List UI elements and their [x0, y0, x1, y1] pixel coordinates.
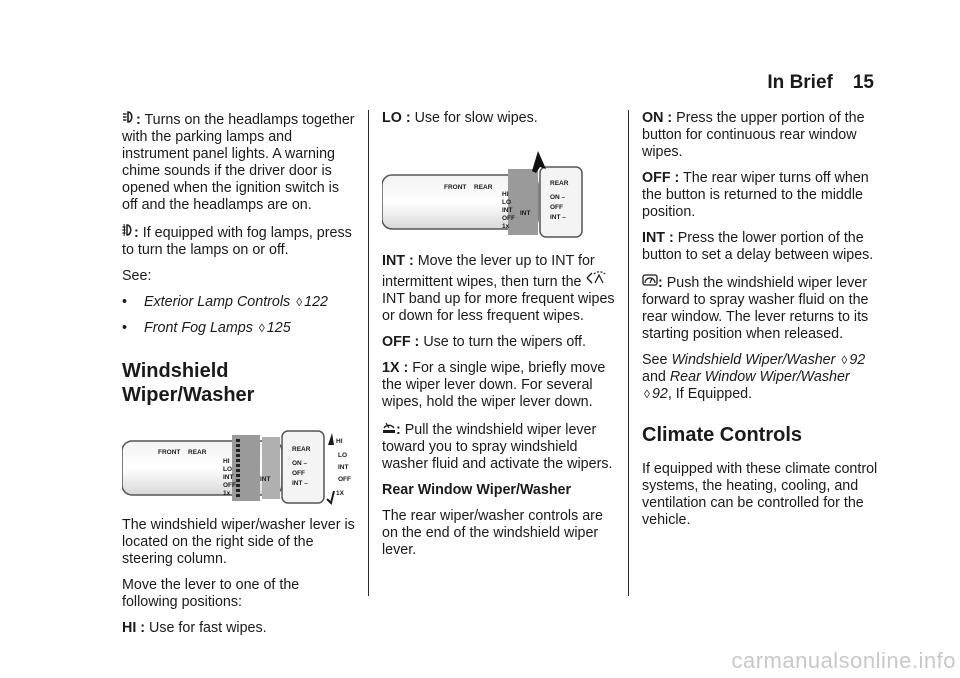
hi-text: Use for fast wipes.: [149, 620, 267, 636]
rear-wiper-heading: Rear Window Wiper/Washer: [382, 482, 572, 498]
push-text: Push the windshield wiper lever forward to spray washer fluid on the rear window. The lever returns to its starting position when released.: [642, 275, 869, 342]
see-prefix: See: [642, 352, 668, 368]
reference-page: 92: [849, 352, 866, 368]
off-text: Use to turn the wipers off.: [423, 334, 586, 350]
fig-label: REAR: [474, 184, 493, 191]
see-label: See:: [122, 268, 152, 284]
fig-label: REAR: [550, 180, 569, 187]
int-text-b: INT band up for more frequent wipes or down for less frequent wipes.: [382, 291, 615, 324]
section-title-wiper: Windshield Wiper/Washer: [122, 360, 255, 406]
headlamp-label: :: [136, 112, 141, 128]
onex-text: For a single wipe, briefly move the wiper lever down. For several wipes, hold the wiper lever down.: [382, 360, 606, 410]
headlamp-text: Turns on the headlamps together with the parking lamps and instrument panel lights. A warning chime sounds if the driver door is opened when the ignition switch is off and the headlamps are on.: [122, 112, 355, 213]
fig-label: ON –: [550, 194, 566, 201]
reference-arrow-icon: ◊: [296, 295, 303, 309]
move-lever-text: Move the lever to one of the following positions:: [122, 577, 300, 610]
rear-washer-icon: [642, 273, 658, 291]
reference-arrow-icon: ◊: [841, 353, 848, 367]
off-label: OFF :: [382, 334, 420, 350]
reference-page-2: 125: [266, 320, 291, 336]
off-text: The rear wiper turns off when the button is returned to the middle position.: [642, 170, 869, 220]
rear-wiper-text: The rear wiper/washer controls are on the end of the windshield wiper lever.: [382, 508, 603, 558]
column-3: [642, 110, 880, 538]
fig-label: INT: [338, 464, 349, 471]
fog-text: If equipped with fog lamps, press to turn the lamps on or off.: [122, 225, 352, 258]
int-paragraph: [642, 230, 880, 264]
wash-label: :: [396, 422, 401, 438]
off-paragraph: [382, 334, 618, 351]
see-and: and: [642, 369, 666, 385]
push-label: :: [658, 275, 663, 291]
front-washer-icon: [382, 420, 396, 438]
onex-label: 1X :: [382, 360, 409, 376]
fig-label: HI: [502, 191, 509, 198]
int-label: INT :: [382, 253, 414, 269]
reference-arrow-icon: ◊: [644, 387, 650, 401]
on-text: Press the upper portion of the button for continuous rear window wipes.: [642, 110, 865, 160]
int-text: Press the lower portion of the button to set a delay between wipes.: [642, 230, 874, 263]
fig-label: INT: [223, 474, 234, 481]
on-label: ON :: [642, 110, 673, 126]
fig-label: INT –: [550, 214, 566, 221]
fig-label: FRONT: [158, 449, 181, 456]
reference-page-1: 122: [304, 294, 328, 310]
fig-label: INT –: [292, 480, 308, 487]
reference-link-1[interactable]: Exterior Lamp Controls: [144, 294, 291, 310]
reference-item-1[interactable]: [122, 294, 358, 311]
int-text-a: Move the lever up to INT for intermittent wipes, then turn the: [382, 253, 595, 290]
fig-label: OFF: [292, 470, 305, 477]
wiper-delay-band-icon: [585, 270, 607, 290]
fig-label: OFF: [338, 476, 351, 483]
page-number: 15: [852, 72, 874, 93]
column-divider-2: [628, 110, 629, 596]
reference-page: 92: [651, 386, 668, 402]
headlamp-paragraph: [122, 110, 358, 214]
int-label: INT :: [642, 230, 674, 246]
fig-label: OFF: [502, 215, 515, 222]
fig-label: INT: [260, 476, 271, 483]
fig-label: ON –: [292, 460, 308, 467]
lever-location-text: The windshield wiper/washer lever is located on the right side of the steering column.: [122, 517, 355, 567]
reference-link-2[interactable]: Front Fog Lamps: [144, 320, 253, 336]
lo-paragraph: [382, 110, 618, 127]
fig-label: REAR: [188, 449, 207, 456]
bullet: •: [122, 320, 128, 336]
fig-label: 1x: [502, 223, 510, 230]
onex-paragraph: [382, 360, 618, 411]
column-divider-1: [368, 110, 369, 596]
reference-item-2[interactable]: [122, 320, 358, 337]
reference-arrow-icon: ◊: [258, 321, 265, 335]
on-paragraph: [642, 110, 880, 161]
off-paragraph: [642, 170, 880, 221]
int-paragraph: [382, 253, 618, 325]
push-paragraph: [642, 273, 880, 343]
section-title-climate: Climate Controls: [642, 424, 803, 446]
fig-label: FRONT: [444, 184, 467, 191]
reference-link-wiper[interactable]: Windshield Wiper/Washer: [671, 352, 836, 368]
wiper-lever-illustration-int: [382, 149, 618, 239]
wiper-lever-illustration-full: [122, 429, 358, 505]
fig-label: LO: [223, 466, 233, 473]
fig-label: 1X: [336, 490, 344, 497]
column-2: [382, 110, 618, 568]
wash-paragraph: [382, 420, 618, 473]
hi-label: HI :: [122, 620, 146, 636]
fig-label: LO: [502, 199, 512, 206]
fog-paragraph: [122, 223, 358, 259]
hi-paragraph: [122, 620, 358, 637]
fig-label: HI: [223, 458, 230, 465]
headlamp-icon: [122, 110, 136, 128]
fig-label: INT: [502, 207, 513, 214]
lo-text: Use for slow wipes.: [414, 110, 538, 126]
fig-label: INT: [520, 210, 531, 217]
column-1: [122, 110, 358, 646]
fog-lamp-icon: [122, 223, 134, 241]
fig-label: OFF: [550, 204, 563, 211]
reference-link-rear-wiper[interactable]: Rear Window Wiper/Washer: [669, 369, 850, 385]
fig-label: OFF: [223, 482, 236, 489]
page-header: [767, 72, 874, 94]
fig-label: HI: [336, 438, 343, 445]
bullet: •: [122, 294, 128, 310]
climate-text: If equipped with these climate control systems, the heating, cooling, and ventilation can be controlled for the vehicle.: [642, 461, 878, 528]
section-name: In Brief: [767, 72, 833, 93]
see-also-paragraph: [642, 352, 880, 403]
wash-text: Pull the windshield wiper lever toward you to spray windshield washer fluid and activate the wipers.: [382, 422, 613, 472]
lo-label: LO :: [382, 110, 411, 126]
fig-label: REAR: [292, 446, 311, 453]
fig-label: LO: [338, 452, 348, 459]
fig-label: 1x: [223, 490, 231, 497]
fog-label: :: [134, 225, 139, 241]
watermark: carmanualsonline.info: [731, 648, 956, 673]
off-label: OFF :: [642, 170, 680, 186]
see-suffix: , If Equipped.: [667, 386, 753, 402]
